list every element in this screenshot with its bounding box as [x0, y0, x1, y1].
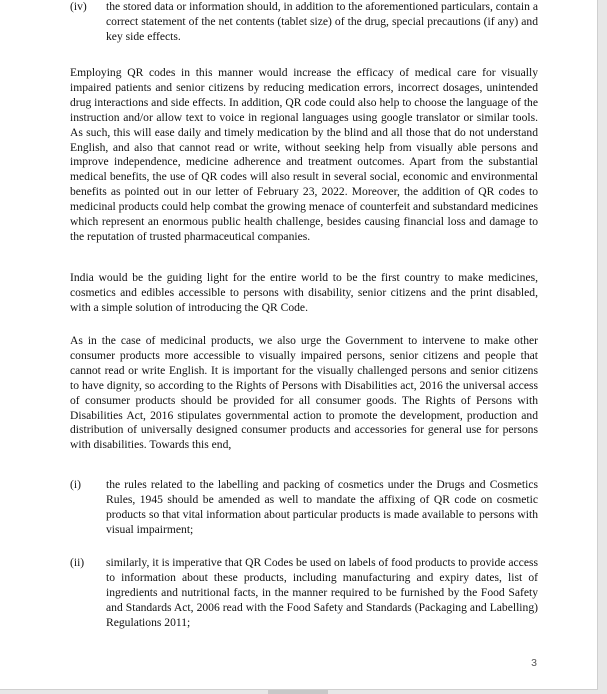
- page-number: 3: [531, 657, 537, 669]
- list-item-ii: [70, 556, 538, 631]
- list-item-text: similarly, it is imperative that QR Codes be used on labels of food products to provide access to information about these products, including manufacturing and expiry dates, list of ingredients and nutritional facts, in the manner required to be furnished by the Food Safety and Standards Act, 2006 read with the Food Safety and Standards (Packaging and Labelling) Regulations 2011;: [106, 556, 538, 629]
- paragraph-qr-efficacy: Employing QR codes in this manner would increase the efficacy of medical care for visually impaired patients and senior citizens by reducing medication errors, incorrect dosages, unintended drug interactions and side effects. In addition, QR code could also help to choose the language of the instruction and/or allow text to voice in regional languages using google translator or similar tools. As such, this will ease daily and timely medication by the blind and all those that do not understand English, and also that cannot read or write, without seeking help from visually able persons and improve independence, medicine adherence and treatment outcomes. Apart from the substantial medical benefits, the use of QR codes will also result in several social, economic and environmental benefits as pointed out in our letter of February 23, 2022. Moreover, the addition of QR codes to medicinal products could help combat the growing menace of counterfeit and substandard medicines which represent an enormous public health challenge, besides causing financial loss and damage to the reputation of trusted pharmaceutical companies.: [70, 66, 538, 243]
- list-item-text: the rules related to the labelling and packing of cosmetics under the Drugs and Cosmetics Rules, 1945 should be amended as well to mandate the affixing of QR code on cosmetic products so that vital information about particular products is made available to persons with visual impairment;: [106, 478, 538, 536]
- list-marker: (ii): [70, 556, 85, 569]
- list-item-i: [70, 478, 538, 538]
- horizontal-scrollbar-thumb[interactable]: [268, 690, 328, 694]
- list-marker: (i): [70, 478, 81, 491]
- list-item-iv: [70, 0, 538, 45]
- paragraph-consumer-products: As in the case of medicinal products, we also urge the Government to intervene to make other consumer products more accessible to visually impaired persons, senior citizens and people that cannot read or write English. It is important for the visually challenged persons and senior citizens to have dignity, so according to the Rights of Persons with Disabilities act, 2016 the universal access of consumer products should be provided for all consumer goods. The Rights of Persons with Disabilities Act, 2016 stipulates governmental action to promote the development, production and distribution of universally designed consumer products and accessories for general use for persons with disabilities. Towards this end,: [70, 334, 538, 452]
- paragraph-india-guiding-light: India would be the guiding light for the entire world to be the first country to make medicines, cosmetics and edibles accessible to persons with disability, senior citizens and the print disabled, with a simple solution of introducing the QR Code.: [70, 271, 538, 314]
- list-item-text: the stored data or information should, in addition to the aforementioned particulars, contain a correct statement of the net contents (tablet size) of the drug, special precautions (if any) and key side effects.: [106, 0, 538, 43]
- list-marker: (iv): [70, 0, 87, 13]
